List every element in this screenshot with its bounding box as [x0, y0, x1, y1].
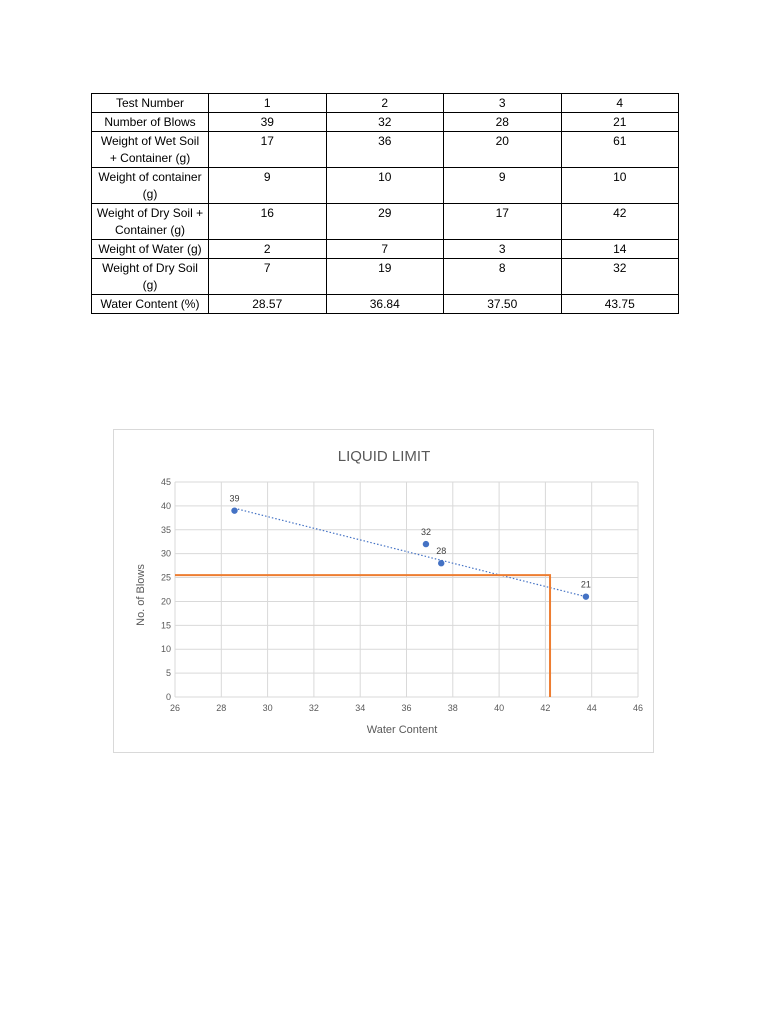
row-value-cell: 42 [561, 204, 679, 240]
row-value-cell: 16 [209, 204, 327, 240]
row-value-cell: 9 [444, 168, 562, 204]
row-value-cell: 36 [326, 132, 444, 168]
header-label-cell: Test Number [92, 94, 209, 113]
table-header-row [92, 94, 679, 113]
header-test-cell: 3 [444, 94, 562, 113]
row-value-cell: 7 [326, 240, 444, 259]
row-value-cell: 43.75 [561, 295, 679, 314]
row-value-cell: 14 [561, 240, 679, 259]
x-tick-label: 44 [586, 703, 597, 713]
row-label-cell: Weight of Dry Soil (g) [92, 259, 209, 295]
row-value-cell: 2 [209, 240, 327, 259]
data-point [583, 593, 589, 599]
header-test-cell: 1 [209, 94, 327, 113]
y-tick-label: 0 [165, 692, 171, 702]
liquid-limit-reference-line [175, 575, 550, 697]
table-row [92, 204, 679, 240]
x-tick-label: 40 [494, 703, 505, 713]
table-body [92, 94, 679, 314]
table-row [92, 113, 679, 132]
row-value-cell: 10 [561, 168, 679, 204]
data-point [423, 541, 429, 547]
row-label-cell: Weight of Dry Soil + Container (g) [92, 204, 209, 240]
table-row [92, 132, 679, 168]
chart-title: LIQUID LIMIT [337, 448, 431, 465]
row-value-cell: 32 [326, 113, 444, 132]
row-label-cell: Water Content (%) [92, 295, 209, 314]
table-row [92, 168, 679, 204]
x-tick-label: 34 [355, 703, 366, 713]
table-row [92, 295, 679, 314]
row-label-cell: Weight of Water (g) [92, 240, 209, 259]
data-label: 39 [229, 493, 240, 504]
row-value-cell: 28 [444, 113, 562, 132]
row-value-cell: 29 [326, 204, 444, 240]
y-tick-label: 5 [165, 668, 171, 679]
y-tick-label: 15 [160, 620, 171, 631]
y-tick-label: 30 [160, 548, 171, 559]
y-tick-label: 10 [160, 644, 171, 655]
x-tick-label: 32 [308, 703, 319, 713]
x-tick-label: 38 [447, 703, 458, 713]
row-value-cell: 39 [209, 113, 327, 132]
row-value-cell: 19 [326, 259, 444, 295]
y-tick-label: 45 [160, 477, 171, 487]
x-tick-label: 42 [540, 703, 551, 713]
y-tick-label: 35 [160, 524, 171, 535]
liquid-limit-chart [114, 430, 653, 752]
row-value-cell: 21 [561, 113, 679, 132]
y-tick-label: 20 [160, 596, 171, 607]
row-value-cell: 8 [444, 259, 562, 295]
x-tick-label: 28 [216, 703, 227, 713]
chart-frame [113, 429, 654, 753]
row-value-cell: 17 [209, 132, 327, 168]
row-value-cell: 7 [209, 259, 327, 295]
row-value-cell: 61 [561, 132, 679, 168]
header-test-cell: 2 [326, 94, 444, 113]
data-point [231, 507, 237, 513]
row-value-cell: 17 [444, 204, 562, 240]
plot-layer [161, 477, 643, 713]
row-label-cell: Number of Blows [92, 113, 209, 132]
data-label: 32 [420, 527, 431, 538]
x-tick-label: 30 [262, 703, 273, 713]
data-label: 28 [436, 546, 447, 557]
row-value-cell: 37.50 [444, 295, 562, 314]
x-tick-label: 26 [169, 703, 181, 713]
data-point [438, 560, 444, 566]
row-label-cell: Weight of container (g) [92, 168, 209, 204]
row-value-cell: 28.57 [209, 295, 327, 314]
header-test-cell: 4 [561, 94, 679, 113]
row-value-cell: 3 [444, 240, 562, 259]
x-tick-label: 36 [401, 703, 412, 713]
row-value-cell: 32 [561, 259, 679, 295]
x-tick-label: 46 [632, 703, 644, 713]
trendline [234, 508, 585, 596]
row-value-cell: 36.84 [326, 295, 444, 314]
table-row [92, 240, 679, 259]
y-axis-label: No. of Blows [135, 564, 147, 626]
row-value-cell: 10 [326, 168, 444, 204]
table-row [92, 259, 679, 295]
y-tick-label: 40 [160, 500, 171, 511]
y-tick-label: 25 [160, 572, 171, 583]
data-table [91, 93, 679, 314]
row-value-cell: 9 [209, 168, 327, 204]
row-label-cell: Weight of Wet Soil + Container (g) [92, 132, 209, 168]
data-label: 21 [580, 579, 591, 590]
row-value-cell: 20 [444, 132, 562, 168]
x-axis-label: Water Content [366, 724, 438, 736]
